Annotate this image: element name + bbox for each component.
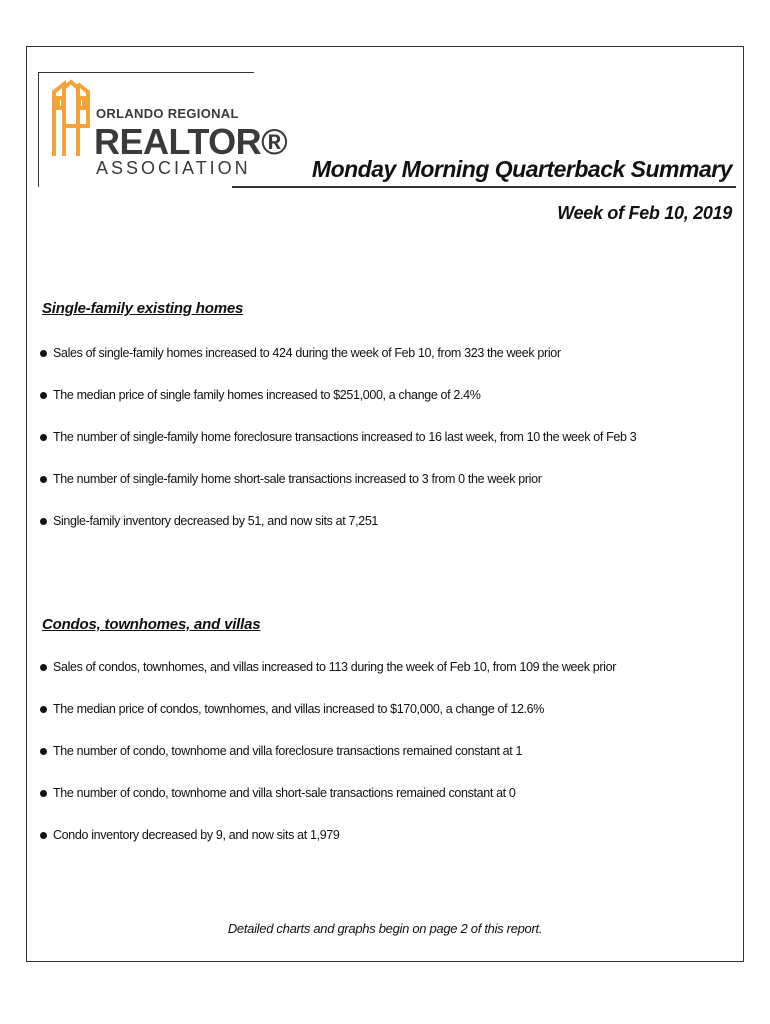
document-title: Monday Morning Quarterback Summary [311,156,732,182]
bullet-text: The number of condo, townhome and villa short-sale transactions remained constant at 0 [53,786,516,800]
bullet-text: The number of single-family home foreclosure transactions increased to 16 last week, from 10 the week of Feb 3 [53,430,637,444]
document-subtitle: Week of Feb 10, 2019 [557,203,732,223]
title-rule [232,186,736,188]
bullet-text: Single-family inventory decreased by 51, and now sits at 7,251 [53,514,379,528]
bullet-text: Sales of single-family homes increased to 424 during the week of Feb 10, from 323 the week prior [53,346,561,360]
logo-text-orlando-regional: ORLANDO REGIONAL [96,106,239,121]
bullet-dot-icon [40,392,47,399]
logo-top-rule [38,72,254,73]
bullet-text: The median price of single family homes increased to $251,000, a change of 2.4% [53,388,481,402]
condos-bullet-list [40,660,616,870]
bullet-text: The number of single-family home short-sale transactions increased to 3 from 0 the week prior [53,472,542,486]
footer-note: Detailed charts and graphs begin on page 2 of this report. [227,921,543,936]
logo-left-rule [38,72,39,187]
bullet-dot-icon [40,748,47,755]
bullet-dot-icon [40,706,47,713]
bullet-dot-icon [40,518,47,525]
logo-text-realtor: REALTOR® [94,121,288,162]
single-family-bullet-list [40,346,636,556]
bullet-dot-icon [40,664,47,671]
list-item [40,472,636,514]
list-item [40,786,616,828]
list-item [40,660,616,702]
bullet-text: Sales of condos, townhomes, and villas increased to 113 during the week of Feb 10, from 109 the week prior [53,660,617,674]
section-heading-condos: Condos, townhomes, and villas [42,616,261,633]
realtor-building-logo-icon [50,78,92,158]
list-item [40,702,616,744]
bullet-dot-icon [40,434,47,441]
bullet-dot-icon [40,350,47,357]
bullet-text: The number of condo, townhome and villa foreclosure transactions remained constant at 1 [53,744,523,758]
bullet-text: The median price of condos, townhomes, and villas increased to $170,000, a change of 12.6% [53,702,545,716]
bullet-text: Condo inventory decreased by 9, and now sits at 1,979 [53,828,340,842]
list-item [40,514,636,556]
list-item [40,744,616,786]
list-item [40,430,636,472]
list-item [40,828,616,870]
logo-text-association: ASSOCIATION [96,158,251,178]
bullet-dot-icon [40,790,47,797]
list-item [40,346,636,388]
list-item [40,388,636,430]
bullet-dot-icon [40,832,47,839]
section-heading-single-family: Single-family existing homes [42,300,244,317]
bullet-dot-icon [40,476,47,483]
